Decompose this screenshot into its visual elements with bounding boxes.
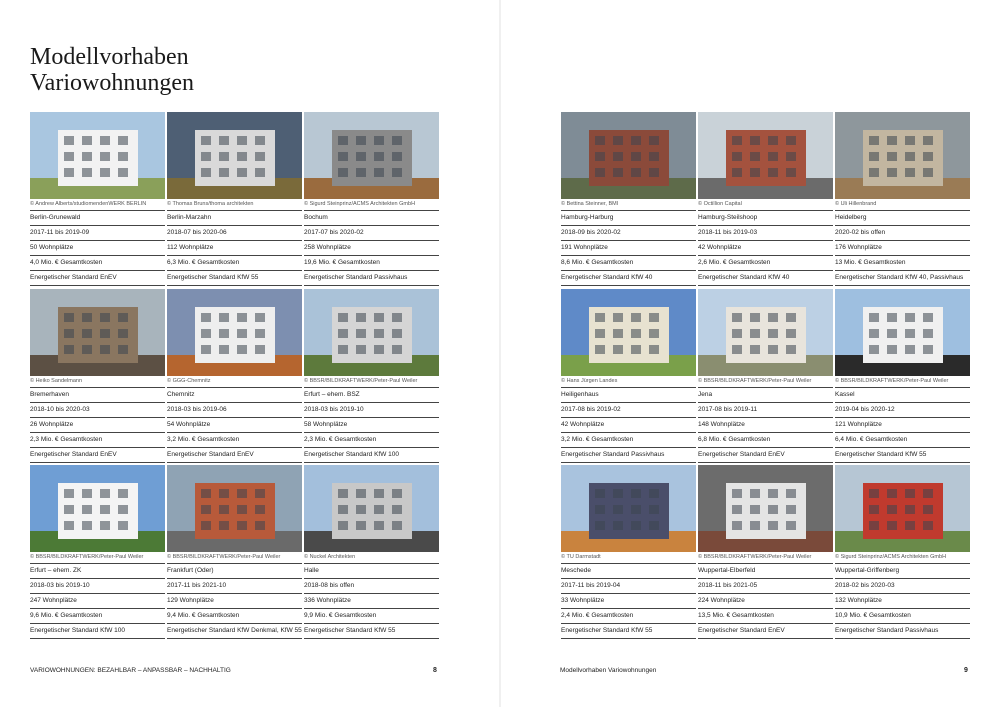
project-cost: 9,9 Mio. € Gesamtkosten bbox=[304, 609, 439, 624]
project-photo bbox=[30, 289, 165, 376]
photo-credit: © BBSR/BILDKRAFTWERK/Peter-Paul Weiler bbox=[698, 376, 833, 388]
project-period: 2017-11 bis 2021-10 bbox=[167, 579, 302, 594]
project-city: Halle bbox=[304, 564, 439, 579]
project-cost: 13,5 Mio. € Gesamtkosten bbox=[698, 609, 833, 624]
project-standard: Energetischer Standard KfW 40 bbox=[698, 271, 833, 286]
project-units: 54 Wohnplätze bbox=[167, 418, 302, 433]
project-cost: 8,6 Mio. € Gesamtkosten bbox=[561, 256, 696, 271]
photo-credit: © Nuckel Architekten bbox=[304, 552, 439, 564]
project-photo bbox=[30, 112, 165, 199]
project-period: 2018-03 bis 2019-10 bbox=[304, 403, 439, 418]
photo-credit: © BBSR/BILDKRAFTWERK/Peter-Paul Weiler bbox=[698, 552, 833, 564]
project-card bbox=[835, 465, 970, 639]
project-period: 2018-02 bis 2020-03 bbox=[835, 579, 970, 594]
project-city: Meschede bbox=[561, 564, 696, 579]
project-period: 2018-10 bis 2020-03 bbox=[30, 403, 165, 418]
project-standard: Energetischer Standard KfW 55 bbox=[561, 624, 696, 639]
project-units: 42 Wohnplätze bbox=[698, 241, 833, 256]
project-city: Frankfurt (Oder) bbox=[167, 564, 302, 579]
project-photo bbox=[698, 465, 833, 552]
project-photo bbox=[561, 112, 696, 199]
project-standard: Energetischer Standard KfW 55 bbox=[304, 624, 439, 639]
project-period: 2018-11 bis 2019-03 bbox=[698, 226, 833, 241]
footer-left-text: VARIOWOHNUNGEN: BEZAHLBAR – ANPASSBAR – NACHHALTIG bbox=[30, 667, 231, 674]
photo-credit: © Sigurd Steinprinz/ACMS Architekten GmbH bbox=[304, 199, 439, 211]
project-card bbox=[698, 465, 833, 639]
project-city: Chemnitz bbox=[167, 388, 302, 403]
project-cost: 3,2 Mio. € Gesamtkosten bbox=[167, 433, 302, 448]
project-units: 336 Wohnplätze bbox=[304, 594, 439, 609]
project-cost: 2,3 Mio. € Gesamtkosten bbox=[30, 433, 165, 448]
project-standard: Energetischer Standard EnEV bbox=[698, 624, 833, 639]
project-card bbox=[167, 465, 302, 639]
project-standard: Energetischer Standard KfW 40 bbox=[561, 271, 696, 286]
project-period: 2018-03 bis 2019-06 bbox=[167, 403, 302, 418]
project-standard: Energetischer Standard EnEV bbox=[167, 448, 302, 463]
project-card bbox=[30, 112, 165, 286]
photo-credit: © Sigurd Steinprinz/ACMS Architekten GmbH bbox=[835, 552, 970, 564]
project-photo bbox=[30, 465, 165, 552]
project-city: Erfurt – ehem. ZK bbox=[30, 564, 165, 579]
project-photo bbox=[304, 112, 439, 199]
project-cost: 6,3 Mio. € Gesamtkosten bbox=[167, 256, 302, 271]
project-cost: 6,8 Mio. € Gesamtkosten bbox=[698, 433, 833, 448]
project-card bbox=[698, 289, 833, 463]
photo-credit: © Bettina Steinner, BMI bbox=[561, 199, 696, 211]
page-title bbox=[30, 44, 194, 96]
page-number-left: 8 bbox=[433, 667, 437, 674]
project-card bbox=[561, 289, 696, 463]
project-city: Hamburg-Steilshoop bbox=[698, 211, 833, 226]
project-photo bbox=[835, 112, 970, 199]
project-card bbox=[561, 112, 696, 286]
project-city: Bremerhaven bbox=[30, 388, 165, 403]
photo-credit: © Octillion Capital bbox=[698, 199, 833, 211]
project-units: 148 Wohnplätze bbox=[698, 418, 833, 433]
project-photo bbox=[304, 465, 439, 552]
project-period: 2018-09 bis 2020-02 bbox=[561, 226, 696, 241]
project-city: Bochum bbox=[304, 211, 439, 226]
project-city: Heiligenhaus bbox=[561, 388, 696, 403]
project-city: Wuppertal-Griffenberg bbox=[835, 564, 970, 579]
photo-credit: © Uli Hillenbrand bbox=[835, 199, 970, 211]
project-cost: 13 Mio. € Gesamtkosten bbox=[835, 256, 970, 271]
project-units: 50 Wohnplätze bbox=[30, 241, 165, 256]
project-standard: Energetischer Standard KfW 55 bbox=[167, 271, 302, 286]
photo-credit: © GGG-Chemnitz bbox=[167, 376, 302, 388]
project-cost: 3,2 Mio. € Gesamtkosten bbox=[561, 433, 696, 448]
photo-credit: © TU Darmstadt bbox=[561, 552, 696, 564]
project-card bbox=[698, 112, 833, 286]
project-photo bbox=[167, 465, 302, 552]
project-city: Wuppertal-Elberfeld bbox=[698, 564, 833, 579]
page-title-line-2: Variowohnungen bbox=[30, 70, 194, 96]
project-period: 2018-08 bis offen bbox=[304, 579, 439, 594]
project-city: Hamburg-Harburg bbox=[561, 211, 696, 226]
project-card bbox=[835, 112, 970, 286]
project-card bbox=[30, 465, 165, 639]
project-photo bbox=[167, 112, 302, 199]
photo-credit: © Hans Jürgen Landes bbox=[561, 376, 696, 388]
photo-credit: © BBSR/BILDKRAFTWERK/Peter-Paul Weiler bbox=[167, 552, 302, 564]
project-photo bbox=[167, 289, 302, 376]
project-cost: 19,6 Mio. € Gesamtkosten bbox=[304, 256, 439, 271]
project-standard: Energetischer Standard KfW 100 bbox=[30, 624, 165, 639]
project-photo bbox=[304, 289, 439, 376]
project-card bbox=[167, 289, 302, 463]
photo-credit: © BBSR/BILDKRAFTWERK/Peter-Paul Weiler bbox=[30, 552, 165, 564]
project-units: 191 Wohnplätze bbox=[561, 241, 696, 256]
project-standard: Energetischer Standard Passivhaus bbox=[835, 624, 970, 639]
project-city: Jena bbox=[698, 388, 833, 403]
project-cost: 9,4 Mio. € Gesamtkosten bbox=[167, 609, 302, 624]
photo-credit: © BBSR/BILDKRAFTWERK/Peter-Paul Weiler bbox=[304, 376, 439, 388]
project-cost: 2,4 Mio. € Gesamtkosten bbox=[561, 609, 696, 624]
project-period: 2020-02 bis offen bbox=[835, 226, 970, 241]
project-period: 2018-11 bis 2021-05 bbox=[698, 579, 833, 594]
project-units: 258 Wohnplätze bbox=[304, 241, 439, 256]
photo-credit: © Andrew Alberts/studiomendenWERK BERLIN bbox=[30, 199, 165, 211]
project-standard: Energetischer Standard KfW 100 bbox=[304, 448, 439, 463]
project-card bbox=[304, 465, 439, 639]
project-photo bbox=[561, 289, 696, 376]
project-period: 2017-08 bis 2019-11 bbox=[698, 403, 833, 418]
project-standard: Energetischer Standard KfW 55 bbox=[835, 448, 970, 463]
project-period: 2017-07 bis 2020-02 bbox=[304, 226, 439, 241]
project-city: Heidelberg bbox=[835, 211, 970, 226]
project-units: 247 Wohnplätze bbox=[30, 594, 165, 609]
project-cost: 2,6 Mio. € Gesamtkosten bbox=[698, 256, 833, 271]
project-card bbox=[304, 289, 439, 463]
project-cost: 9,6 Mio. € Gesamtkosten bbox=[30, 609, 165, 624]
project-standard: Energetischer Standard KfW Denkmal, KfW 55 bbox=[167, 624, 302, 639]
project-period: 2018-03 bis 2019-10 bbox=[30, 579, 165, 594]
project-photo bbox=[835, 289, 970, 376]
project-units: 26 Wohnplätze bbox=[30, 418, 165, 433]
project-units: 112 Wohnplätze bbox=[167, 241, 302, 256]
project-city: Kassel bbox=[835, 388, 970, 403]
project-photo bbox=[698, 289, 833, 376]
project-photo bbox=[835, 465, 970, 552]
page-title-line-1: Modellvorhaben bbox=[30, 44, 189, 70]
project-card bbox=[30, 289, 165, 463]
project-standard: Energetischer Standard EnEV bbox=[698, 448, 833, 463]
page-number-right: 9 bbox=[964, 667, 968, 674]
project-units: 33 Wohnplätze bbox=[561, 594, 696, 609]
project-photo bbox=[698, 112, 833, 199]
project-card bbox=[167, 112, 302, 286]
project-standard: Energetischer Standard Passivhaus bbox=[561, 448, 696, 463]
project-units: 58 Wohnplätze bbox=[304, 418, 439, 433]
book-spine bbox=[499, 0, 501, 707]
project-cost: 4,0 Mio. € Gesamtkosten bbox=[30, 256, 165, 271]
photo-credit: © Heiko Sandelmann bbox=[30, 376, 165, 388]
project-cost: 10,9 Mio. € Gesamtkosten bbox=[835, 609, 970, 624]
project-standard: Energetischer Standard KfW 40, Passivhaus bbox=[835, 271, 970, 286]
project-period: 2019-04 bis 2020-12 bbox=[835, 403, 970, 418]
project-units: 42 Wohnplätze bbox=[561, 418, 696, 433]
project-units: 132 Wohnplätze bbox=[835, 594, 970, 609]
project-units: 129 Wohnplätze bbox=[167, 594, 302, 609]
photo-credit: © Thomas Bruns/thoma architekten bbox=[167, 199, 302, 211]
project-units: 224 Wohnplätze bbox=[698, 594, 833, 609]
project-city: Berlin-Grunewald bbox=[30, 211, 165, 226]
project-standard: Energetischer Standard EnEV bbox=[30, 448, 165, 463]
project-cost: 6,4 Mio. € Gesamtkosten bbox=[835, 433, 970, 448]
project-standard: Energetischer Standard EnEV bbox=[30, 271, 165, 286]
project-card bbox=[561, 465, 696, 639]
project-period: 2017-11 bis 2019-04 bbox=[561, 579, 696, 594]
project-units: 176 Wohnplätze bbox=[835, 241, 970, 256]
project-photo bbox=[561, 465, 696, 552]
project-period: 2017-11 bis 2019-09 bbox=[30, 226, 165, 241]
project-period: 2017-08 bis 2019-02 bbox=[561, 403, 696, 418]
project-cost: 2,3 Mio. € Gesamtkosten bbox=[304, 433, 439, 448]
project-card bbox=[835, 289, 970, 463]
project-city: Erfurt – ehem. BSZ bbox=[304, 388, 439, 403]
project-standard: Energetischer Standard Passivhaus bbox=[304, 271, 439, 286]
project-period: 2018-07 bis 2020-06 bbox=[167, 226, 302, 241]
project-card bbox=[304, 112, 439, 286]
footer-right-text: Modellvorhaben Variowohnungen bbox=[560, 667, 657, 674]
project-units: 121 Wohnplätze bbox=[835, 418, 970, 433]
photo-credit: © BBSR/BILDKRAFTWERK/Peter-Paul Weiler bbox=[835, 376, 970, 388]
project-city: Berlin-Marzahn bbox=[167, 211, 302, 226]
